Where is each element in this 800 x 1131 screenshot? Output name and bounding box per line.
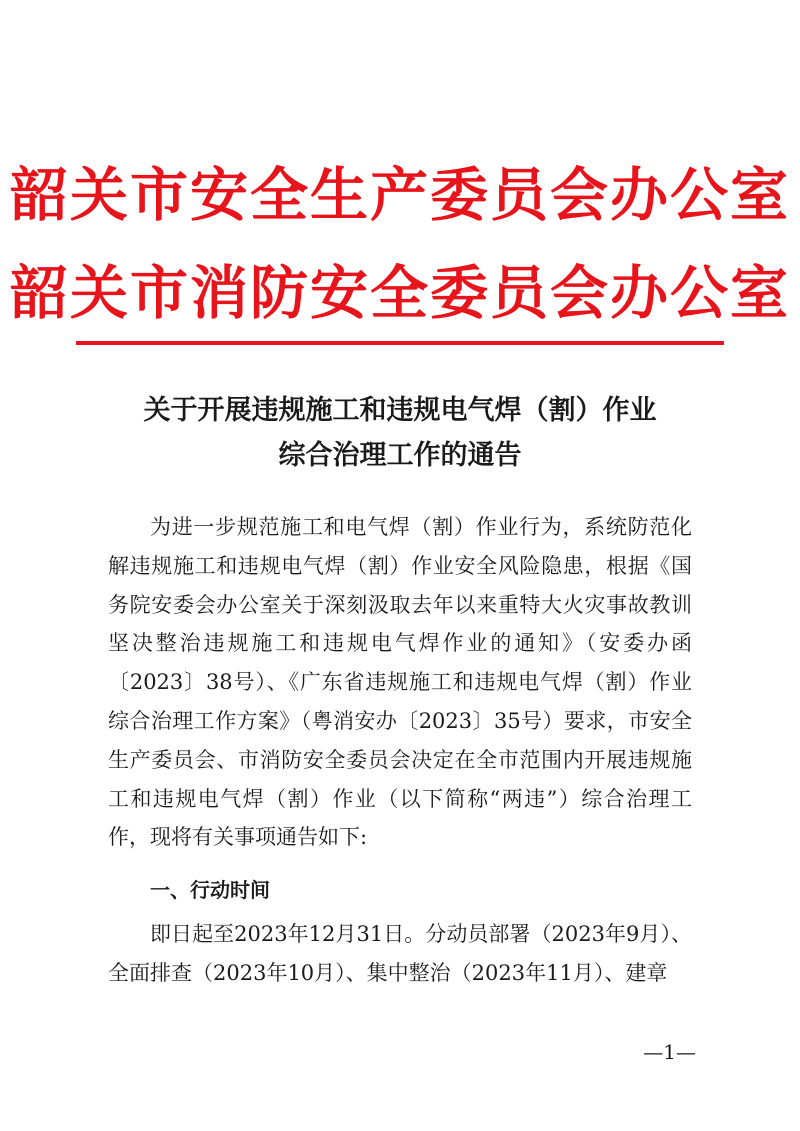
red-divider-line — [76, 341, 724, 345]
header-issuer-line-1: 韶关市安全生产委员会办公室 — [9, 161, 790, 229]
section-paragraph-action-time: 即日起至2023年12月31日。分动员部署（2023年9月）、全面排查（2023年10月）、集中整治（2023年11月）、建章 — [108, 922, 692, 985]
intro-paragraph: 为进一步规范施工和电气焊（割）作业行为，系统防范化解违规施工和违规电气焊（割）作业安全风险隐患，根据《国务院安委会办公室关于深刻汲取去年以来重特大火灾事故教训坚决整治违规施工和违规电气焊作业的通知》（安委办函〔2023〕38号）、《广东省违规施工和违规电气焊（割）作业综合治理工作方案》（粤消安办〔2023〕35号）要求，市安全生产委员会、市消防安全委员会决定在全市范围内开展违规施工和违规电气焊（割）作业（以下简称“两违”）综合治理工作，现将有关事项通告如下: — [108, 515, 692, 850]
document-title-line-2: 综合治理工作的通告 — [278, 440, 522, 471]
section-heading-action-time: 一、行动时间 — [150, 878, 270, 902]
header-issuer-line-2: 韶关市消防安全委员会办公室 — [9, 259, 790, 327]
document-title-line-1: 关于开展违规施工和违规电气焊（割）作业 — [143, 395, 657, 426]
page-number: —1— — [643, 1040, 696, 1064]
